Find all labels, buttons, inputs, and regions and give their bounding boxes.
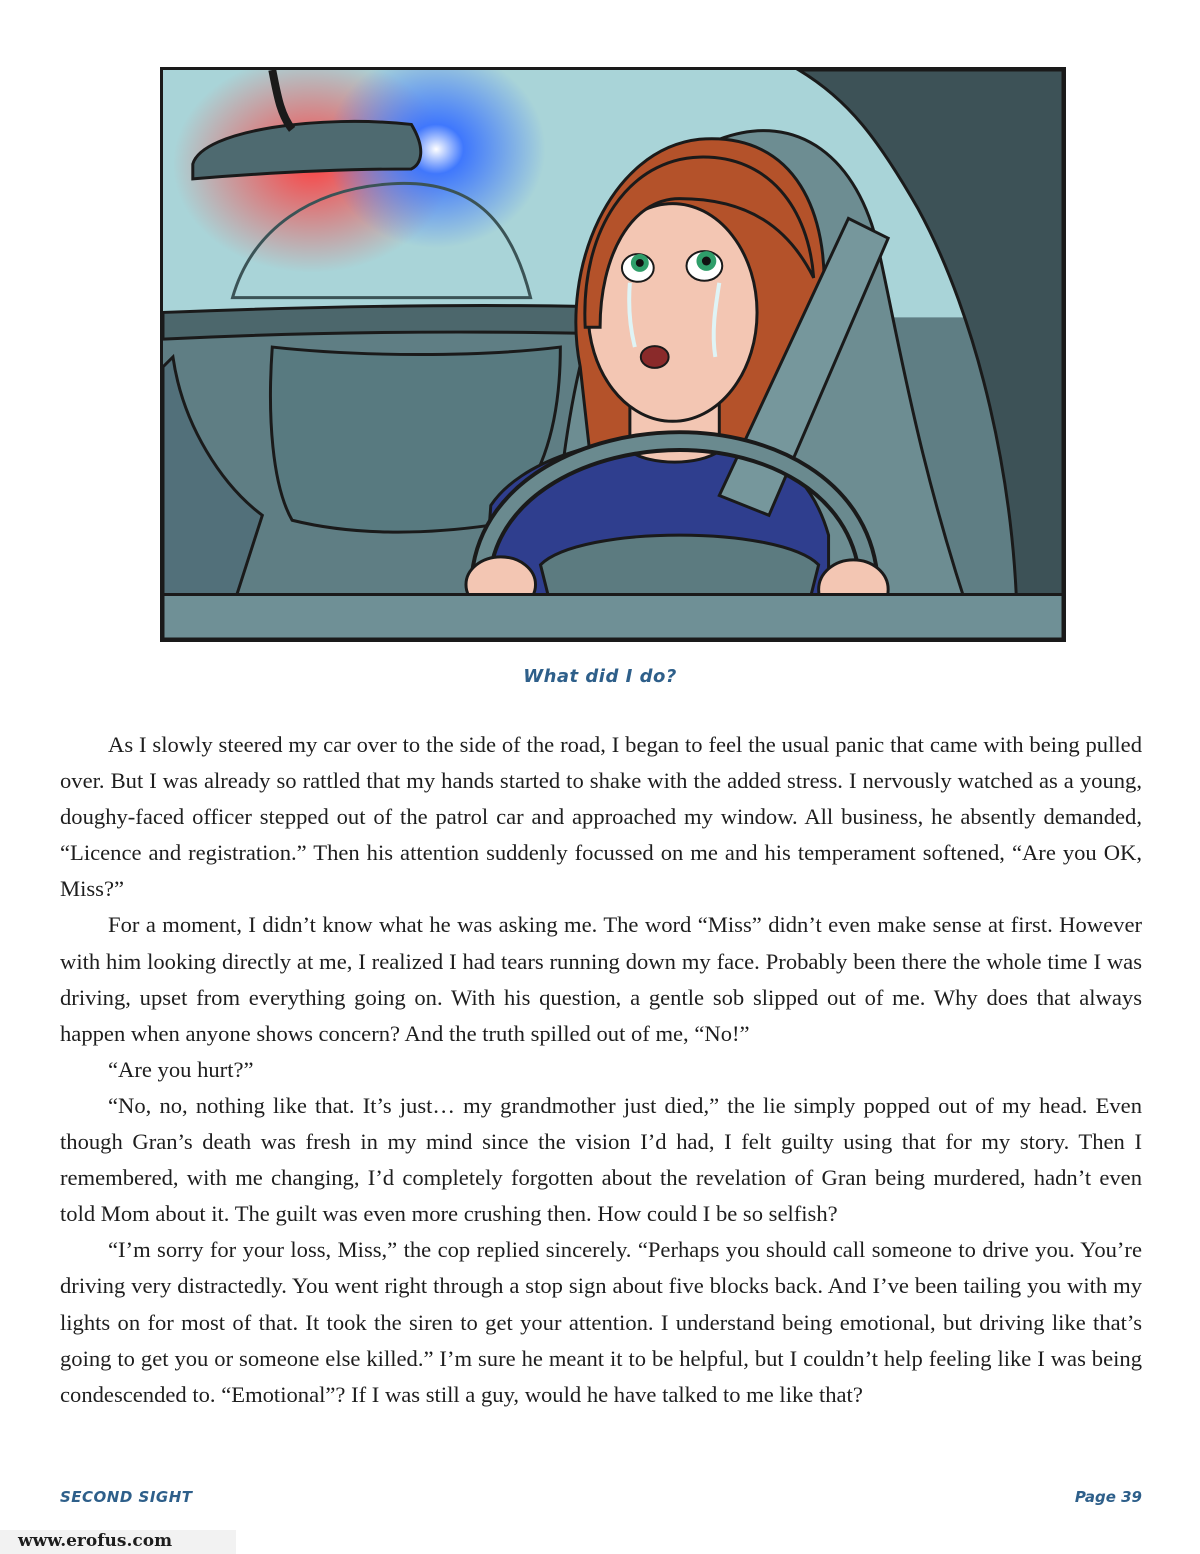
open-mouth [641,346,669,368]
watermark [0,1530,236,1554]
paragraph: As I slowly steered my car over to the side of the road, I began to feel the usual panic that came with being pulled over. But I was already so rattled that my hands started to shake with the added stress. I nervously watched as a young, doughy-faced officer stepped out of the patrol car and approached my window. All business, he absently demanded, “Licence and registration.” Then his attention suddenly focussed on me and his temperament softened, “Are you OK, Miss?” [60,732,1142,902]
book-title: SECOND SIGHT [60,1488,193,1506]
page-number: Page 39 [1074,1488,1142,1506]
paragraph: “I’m sorry for your loss, Miss,” the cop replied sincerely. “Perhaps you should call someone to drive you. You’re driving very distractedly. You went right through a stop sign about five blocks back. And I’ve been tailing you with my lights on for most of that. It took the siren to get your attention. I understand being emotional, but driving like that’s going to get you or someone else killed.” I’m sure he meant it to be helpful, but I couldn’t help feeling like I was being condescended to. “Emotional”? If I was still a guy, would he have talked to me like that? [60,1237,1142,1407]
paragraph: “Are you hurt?” [108,1056,254,1082]
paragraph: For a moment, I didn’t know what he was asking me. The word “Miss” didn’t even make sense at first. However with him looking directly at me, I realized I had tears running down my face. Probably been there the whole time I was driving, upset from everything going on. With his question, a gentle sob slipped out of me. Why does that always happen when anyone shows concern? And the truth spilled out of me, “No!” [60,912,1142,1046]
car-interior-illustration [163,70,1063,639]
paragraph: “No, no, nothing like that. It’s just… my grandmother just died,” the lie simply popped out of my head. Even though Gran’s death was fresh in my mind since the vision I’d had, I felt guilty using that for my story. Then I remembered, with me changing, I’d completely forgotten about the revelation of Gran being murdered, hadn’t even told Mom about it. The guilt was even more crushing then. How could I be so selfish? [60,1092,1142,1227]
watermark-text: www.erofus.com [18,1531,173,1551]
panel-caption: What did I do? [523,666,677,687]
story-text [60,727,1142,1413]
comic-panel [160,67,1066,642]
